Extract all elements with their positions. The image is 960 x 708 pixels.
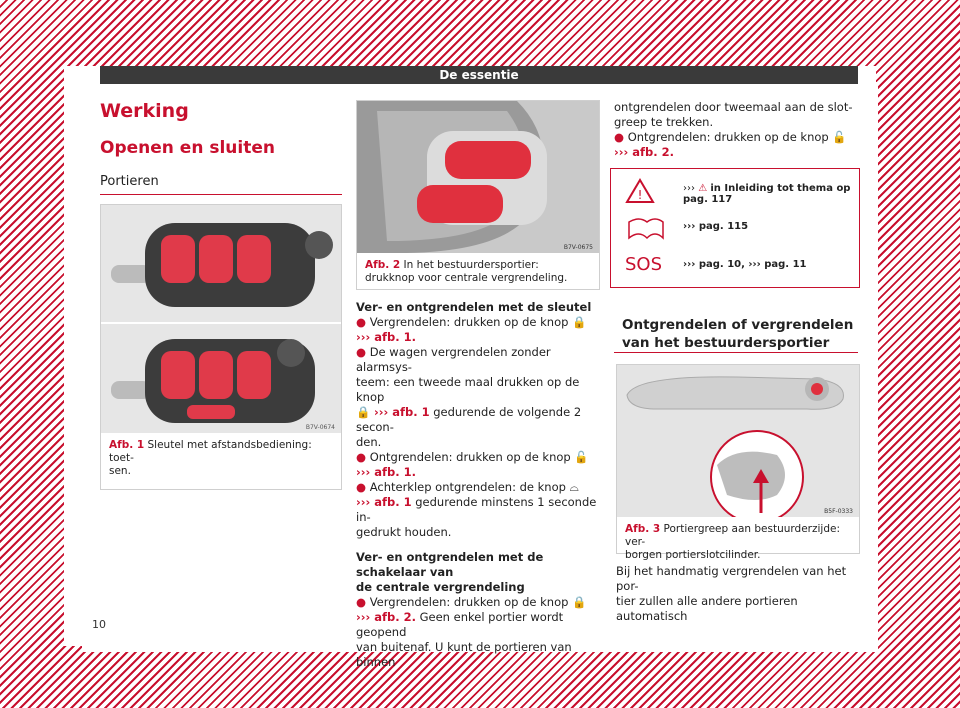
text-line: Bij het handmatig vergrendelen van het por- [616, 564, 847, 593]
ref-afb1[interactable]: ››› afb. 1 [356, 495, 412, 509]
figure-2 [356, 100, 600, 290]
figure-1-caption [109, 439, 333, 478]
middle-text [356, 300, 600, 670]
text-line: gedrukt houden. [356, 525, 452, 539]
bullet-noalarm: ● De wagen vergrendelen zonder alarmsys- [356, 345, 551, 374]
warning-row [611, 249, 859, 285]
page-header: De essentie [100, 66, 858, 84]
lock-icon: 🔒 [572, 315, 587, 329]
figure-code: B7V-0674 [305, 424, 335, 431]
lock-icon: 🔒 [356, 405, 371, 419]
figure-label: Afb. 1 [109, 439, 145, 451]
ref-afb1[interactable]: ››› afb. 1 [373, 405, 430, 419]
warning-row [611, 211, 859, 247]
text-line: 🔒 ››› afb. 1 gedurende de volgende 2 secon- [356, 405, 582, 434]
key-fob-image [101, 205, 341, 433]
bullet-trunk: ● Achterklep ontgrendelen: de knop ⌓ [356, 480, 579, 494]
lock-icon: 🔒 [572, 595, 587, 609]
warning-triangle-icon [625, 178, 665, 204]
text-line: greep te trekken. [614, 115, 714, 129]
right-text-bottom [616, 564, 860, 624]
car-trunk-icon: ⌓ [569, 480, 579, 494]
ref-afb2[interactable]: ››› afb. 2. [356, 610, 416, 624]
figure-code: B5F-0333 [824, 508, 853, 515]
section-rule [100, 194, 342, 195]
text-line: ››› afb. 2. Geen enkel portier wordt geopend [356, 610, 564, 639]
caption-text: In het bestuurdersportier: drukknop voor centrale vergrendeling. [365, 259, 568, 284]
ref-afb2[interactable]: ››› afb. 2. [614, 145, 674, 159]
page-title: Werking [100, 100, 189, 122]
text-line: van buitenaf. U kunt de portieren van binnen [356, 640, 572, 669]
sos-icon: SOS [625, 254, 663, 275]
section-title: Openen en sluiten [100, 138, 275, 158]
ref-afb1[interactable]: ››› afb. 1. [356, 330, 416, 344]
bullet-unlock: ● Ontgrendelen: drukken op de knop 🔓 [614, 130, 847, 144]
warning-box [610, 168, 860, 288]
bullet-lock: ● Vergrendelen: drukken op de knop 🔒 [356, 315, 587, 329]
figure-3-caption [625, 523, 851, 562]
text-line: tier zullen alle andere portieren automatisch [616, 594, 798, 623]
figure-label: Afb. 2 [365, 259, 401, 271]
heading-switch-2: de centrale vergrendeling [356, 580, 525, 594]
door-handle-image [617, 365, 859, 517]
figure-1 [100, 204, 342, 490]
bullet-unlock: ● Ontgrendelen: drukken op de knop 🔓 [356, 450, 589, 464]
caption-text: Sleutel met afstandsbediening: toet- sen. [109, 439, 312, 477]
text-line: ontgrendelen door tweemaal aan de slot- [614, 100, 853, 114]
heading-switch: Ver- en ontgrendelen met de schakelaar van [356, 550, 544, 579]
door-button-image [357, 101, 599, 253]
figure-2-caption [365, 259, 591, 285]
warning-ref[interactable]: ››› ⚠ in Inleiding tot thema op pag. 117 [683, 183, 851, 205]
warning-row [611, 173, 859, 209]
caption-text: Portiergreep aan bestuurderzijde: ver- borgen portierslotcilinder. [625, 523, 840, 561]
subsection-title: Portieren [100, 174, 159, 189]
right-text-top [614, 100, 858, 160]
sos-ref[interactable]: ››› pag. 10, ››› pag. 11 [683, 259, 807, 270]
section-heading: Ontgrendelen of vergrendelen van het bestuurdersportier [622, 317, 854, 351]
book-ref[interactable]: ››› pag. 115 [683, 221, 749, 232]
text-line: den. [356, 435, 382, 449]
text-line: ››› afb. 1 gedurende minstens 1 seconde in- [356, 495, 597, 524]
figure-code: B7V-0675 [563, 244, 593, 251]
unlock-icon: 🔓 [574, 450, 589, 464]
unlock-icon: 🔓 [832, 130, 847, 144]
section-rule [614, 352, 858, 353]
figure-label: Afb. 3 [625, 523, 661, 535]
page-number: 10 [92, 618, 106, 631]
bullet-lock-switch: ● Vergrendelen: drukken op de knop 🔒 [356, 595, 587, 609]
text-line: teem: een tweede maal drukken op de knop [356, 375, 580, 404]
heading-key: Ver- en ontgrendelen met de sleutel [356, 300, 592, 314]
book-icon [625, 216, 665, 242]
svg-text:!: ! [637, 188, 643, 202]
ref-afb1[interactable]: ››› afb. 1. [356, 465, 416, 479]
figure-3 [616, 364, 860, 561]
